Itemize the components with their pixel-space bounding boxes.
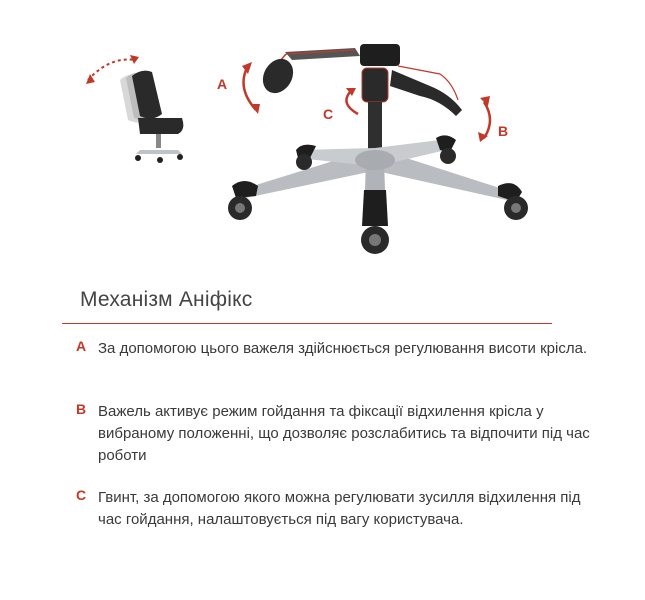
item-text: За допомогою цього важеля здійснюється регулювання висоти крісла. <box>98 340 588 357</box>
product-illustration <box>0 0 645 275</box>
item-text: Важель активує режим гойдання та фіксації відхилення крісла у вибраному положенні, що дозволяє розслабитись та відпочити під час роботи <box>98 403 590 464</box>
tilt-lever-icon <box>390 70 462 116</box>
callout-label-b: B <box>498 123 509 139</box>
callout-label-a: A <box>217 76 228 92</box>
chair-base-icon <box>228 135 528 254</box>
chair-mechanism-drawing <box>0 0 645 275</box>
item-text: Гвинт, за допомогою якого можна регулювати зусилля відхилення під час гойдання, налаштовується під вагу користувача. <box>98 489 581 528</box>
section-title: Механізм Аніфікс <box>80 288 253 311</box>
mini-chair-icon <box>120 71 183 163</box>
item-letter: A <box>76 338 87 354</box>
item-letter: C <box>76 487 87 503</box>
tension-knob-icon <box>362 68 388 102</box>
callout-label-c: C <box>323 106 334 122</box>
title-divider <box>62 323 552 324</box>
item-letter: B <box>76 401 87 417</box>
height-lever-icon <box>257 53 299 98</box>
